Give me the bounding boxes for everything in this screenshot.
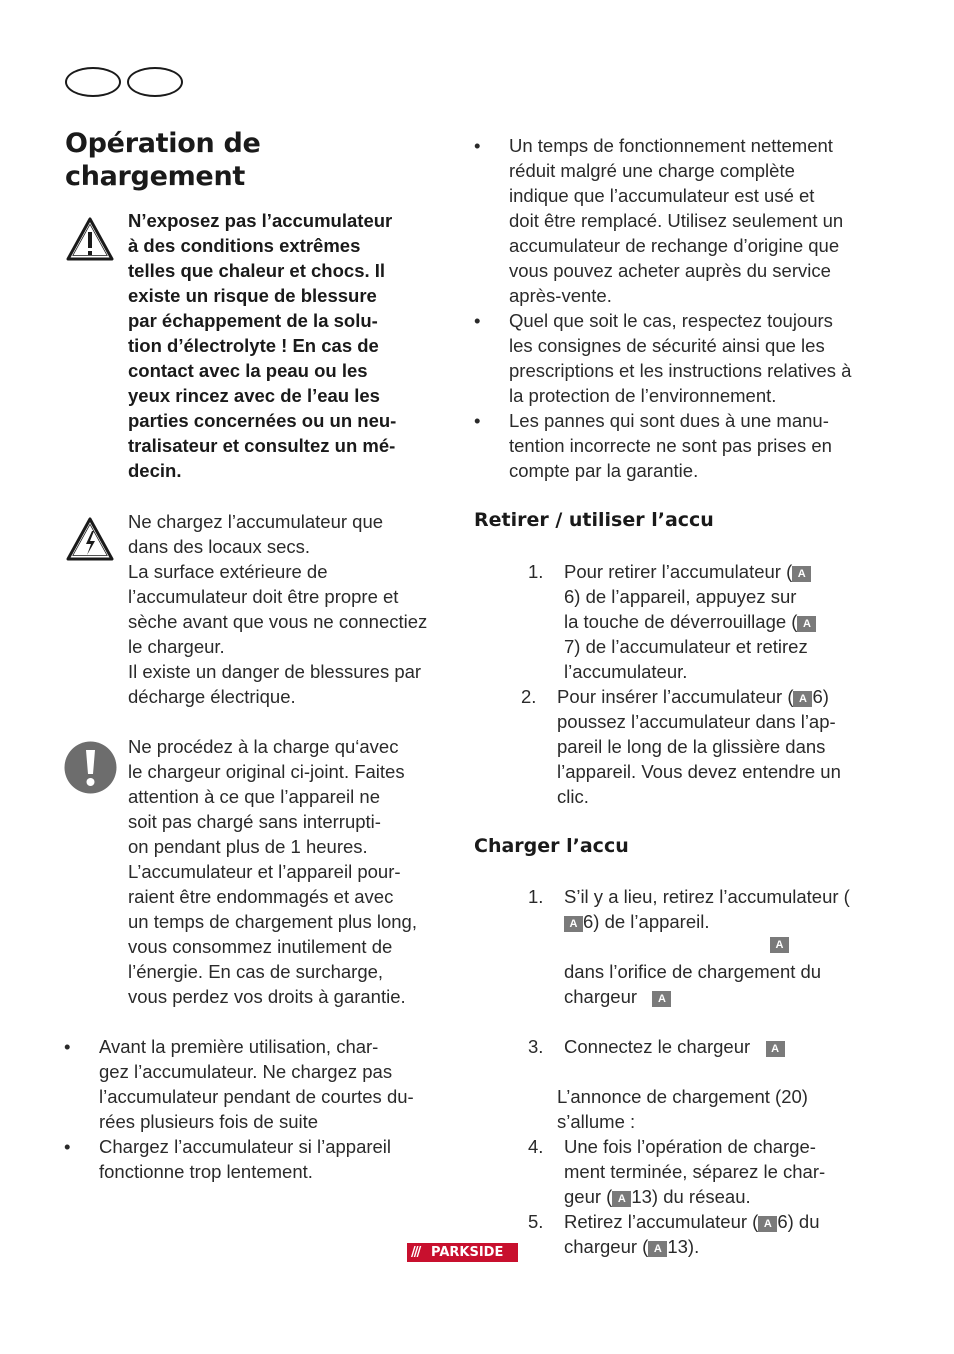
- warning-1-text: N’exposez pas l’accumulateur à des conditions extrêmes telles que chaleur et chocs. Il existe un risque de blessure par échappement de la solu- tion d’électrolyte ! En cas de contact avec la peau ou les yeux rincez avec de l’eau les parties concernées ou un neu- tralisateur et consultez un mé- decin.: [128, 210, 397, 481]
- step-text: Connectez le chargeur A: [564, 1034, 785, 1059]
- step-number: 4.: [528, 1136, 544, 1157]
- figure-ref-badge: A: [766, 1041, 785, 1057]
- figure-ref-badge: A: [652, 991, 671, 1007]
- step-text: Une fois l’opération de charge- ment terminée, séparez le char- geur ( A 13) du réseau.: [564, 1136, 826, 1207]
- step-text: Pour retirer l’accumulateur ( A 6) de l’appareil, appuyez sur la touche de déverrouillage ( A 7) de l’accumulateur et retirez l’accumulateur.: [564, 559, 816, 684]
- step-number: 2.: [521, 686, 537, 707]
- bullet-dot: •: [474, 310, 481, 331]
- figure-ref-badge: A: [648, 1241, 667, 1257]
- figure-ref-badge: A: [770, 937, 789, 953]
- figure-ref-badge: A: [612, 1191, 631, 1207]
- list-item: [64, 1034, 444, 1134]
- step-number: 1.: [528, 561, 544, 582]
- list-item: [474, 308, 874, 408]
- step-text: S’il y a lieu, retirez l’accumulateur ( A 6) de l’appareil.: [564, 886, 850, 932]
- warning-2-text: Ne chargez l’accumulateur que dans des locaux secs. La surface extérieure de l’accumulateur doit être propre et sèche avant que vous ne connectiez le chargeur. Il existe un danger de blessures par décharge électrique.: [128, 511, 428, 707]
- figure-ref-badge: A: [564, 916, 583, 932]
- charge-indicator-text: L’annonce de chargement (20) s’allume :: [557, 1086, 808, 1132]
- parkside-logo: [407, 1243, 518, 1262]
- warning-triangle-icon: [65, 216, 115, 262]
- step-text: Pour insérer l’accumulateur ( A 6) poussez l’accumulateur dans l’ap- pareil le long de la glissière dans l’appareil. Vous devez entendre un clic.: [557, 686, 841, 807]
- bullet-text: Un temps de fonctionnement nettement réduit malgré une charge complète indique que l’accumulateur est usé et doit être remplacé. Utilisez seulement un accumulateur de rechange d’origine que vous pouvez acheter auprès du service après-vente.: [509, 135, 844, 306]
- language-tabs: [65, 67, 183, 97]
- figure-ref-badge: A: [793, 691, 812, 707]
- list-item: [474, 408, 874, 483]
- language-oval-2: [127, 67, 183, 97]
- section-heading-charger: Charger l’accu: [474, 835, 629, 857]
- step-number: 1.: [528, 886, 544, 907]
- logo-text: PARKSIDE: [431, 1245, 504, 1260]
- exclamation-circle-icon: [64, 741, 117, 794]
- bullet-dot: •: [474, 135, 481, 156]
- bullet-text: Les pannes qui sont dues à une manu- tention incorrecte ne sont pas prises en compte par la garantie.: [509, 410, 832, 481]
- page-title: Opération de chargement: [65, 128, 261, 192]
- warning-3-text: Ne procédez à la charge qu‘avec le chargeur original ci-joint. Faites attention à ce que l’appareil ne soit pas chargé sans interrupti- on pendant plus de 1 heures. L’accumulateur et l’appareil pour- raient être endommagés et avec un temps de chargement plus long, vous consommez inutilement de l’énergie. En cas de surcharge, vous perdez vos droits à garantie.: [128, 736, 417, 1007]
- step-text: Retirez l’accumulateur ( A 6) du chargeur ( A 13).: [564, 1211, 820, 1257]
- figure-ref-badge: A: [797, 616, 816, 632]
- step-number: 5.: [528, 1211, 544, 1232]
- bullet-dot: •: [474, 410, 481, 431]
- step-text: dans l’orifice de chargement du chargeur A: [564, 961, 822, 1007]
- figure-ref-badge: A: [758, 1216, 777, 1232]
- electric-hazard-icon: [65, 516, 115, 562]
- list-item: [64, 1134, 444, 1184]
- step-number: 3.: [528, 1036, 544, 1057]
- bullet-text: Quel que soit le cas, respectez toujours les consignes de sécurité ainsi que les prescriptions et les instructions relatives à la protection de l’environnement.: [509, 310, 852, 406]
- figure-ref-badge: A: [792, 566, 811, 582]
- logo-stripes: ///: [411, 1245, 420, 1260]
- bullet-text: Chargez l’accumulateur si l’appareil fonctionne trop lentement.: [99, 1136, 392, 1182]
- section-heading-retirer: Retirer / utiliser l’accu: [474, 509, 714, 531]
- list-item: [474, 133, 874, 308]
- bullet-text: Avant la première utilisation, char- gez l’accumulateur. Ne chargez pas l’accumulateur pendant de courtes du- rées plusieurs fois de suite: [99, 1036, 414, 1132]
- bullet-dot: •: [64, 1036, 71, 1057]
- language-oval-1: [65, 67, 121, 97]
- bullet-dot: •: [64, 1136, 71, 1157]
